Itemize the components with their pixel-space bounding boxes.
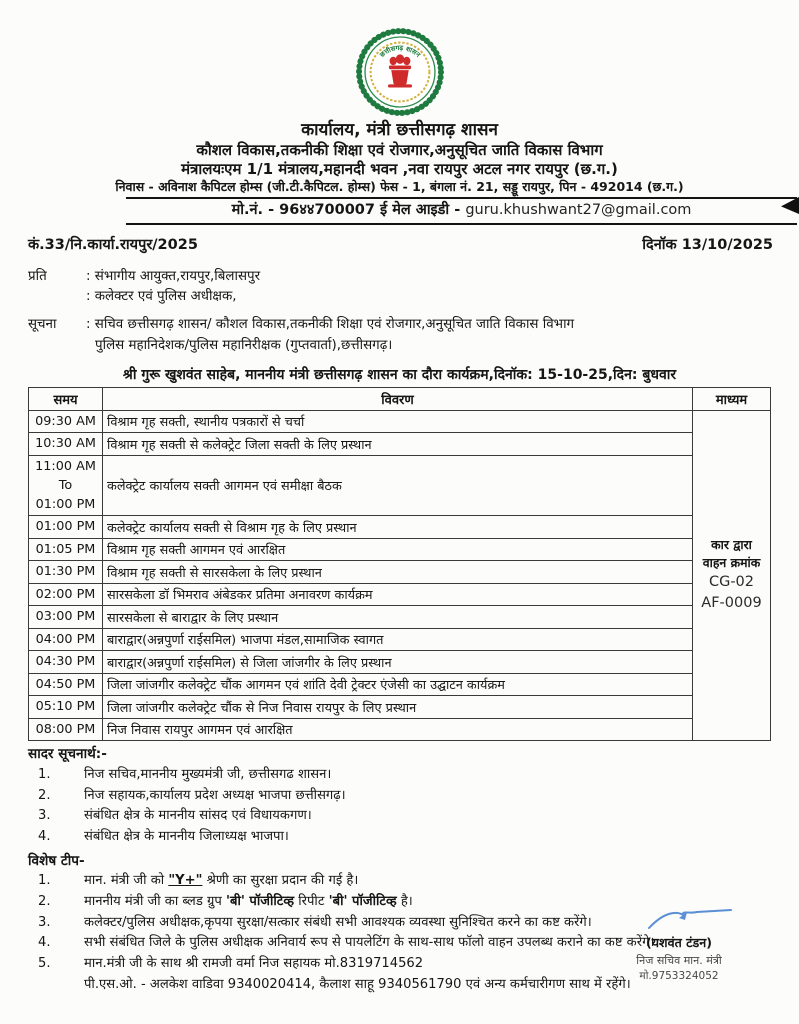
medium-line: वाहन क्रमांक [702,555,761,571]
medium-line: AF-0009 [701,595,762,612]
letterhead [0,0,799,225]
table-row [29,673,771,696]
note-number: 2. [38,893,51,909]
suchna-row [28,315,799,357]
note-text: माननीय मंत्री जी का ब्लड ग्रुप 'बी' पॉजीटिव्ह रिपीट 'बी' पॉजीटिव्ह है। [84,893,413,909]
note-text: मान. मंत्री जी को "Y+" श्रेणी का सुरक्षा प्रदान की गई है। [84,873,359,889]
table-row [29,410,771,433]
table-row [29,516,771,539]
time-cell: 01:05 PM [29,538,103,561]
vishesh-heading: विशेष टीप- [28,852,85,869]
schedule-body [29,410,771,741]
table-row [29,433,771,456]
medium-cell [693,410,771,741]
suchna-label: सूचना [28,317,57,333]
table-row [29,538,771,561]
time-cell: 04:30 PM [29,651,103,674]
note-text: निज सचिव,माननीय मुख्यमंत्री जी, छत्तीसगढ शासन। [84,766,332,782]
time-cell: 04:00 PM [29,628,103,651]
detail-cell: सारसकेला से बाराद्वार के लिए प्रस्थान [103,606,693,629]
time-cell: 02:00 PM [29,583,103,606]
column-header-medium: माध्यम [693,387,771,410]
detail-cell: बाराद्वार(अन्नपुर्णा राईसमिल) से जिला जांजगीर के लिए प्रस्थान [103,651,693,674]
signatory-name: (यशवंत टंडन) [645,935,713,950]
prati-line: : संभागीय आयुक्त,रायपुर,बिलासपुर [86,268,261,284]
signatory-title: निज सचिव मान. मंत्री [636,953,722,967]
note-number: 4. [38,828,51,844]
sadar-heading: सादर सूचनार्थ:- [28,746,107,763]
note-text: संबंधित क्षेत्र के माननीय जिलाध्यक्ष भाजपा। [84,828,289,844]
email-address: guru.khushwant27@gmail.com [465,202,692,219]
tour-schedule-table [28,387,771,742]
suchna-line: : सचिव छत्तीसगढ़ शासन/ कौशल विकास,तकनीकी शिक्षा एवं रोजगार,अनुसूचित जाति विकास विभाग [86,317,575,333]
emblem-wrap [0,26,799,118]
time-cell: 11:00 AM To 01:00 PM [29,455,103,516]
note-number: 4. [38,935,51,951]
signature-block [589,908,769,985]
detail-cell: कलेक्ट्रेट कार्यालय सक्ती से विश्राम गृह के लिए प्रस्थान [103,516,693,539]
detail-cell: विश्राम गृह सक्ती आगमन एवं आरक्षित [103,538,693,561]
suchna-line: पुलिस महानिदेशक/पुलिस महानिरीक्षक (गुप्तवार्ता),छत्तीसगढ़। [95,337,393,353]
detail-cell: विश्राम गृह सक्ती से कलेक्ट्रेट जिला सक्ती के लिए प्रस्थान [103,433,693,456]
sadar-section [28,745,799,847]
table-row [29,455,771,516]
prati-label: प्रति [28,268,47,284]
note-number: 1. [38,873,51,889]
time-cell: 03:00 PM [29,606,103,629]
note-text: कलेक्टर/पुलिस अधीक्षक,कृपया सुरक्षा/सत्कार संबंधी सभी आवश्यक व्यवस्था सुनिश्चित करने का कष्ट करेंगे। [84,914,592,930]
svg-text:छत्तीसगढ़ शासन: छत्तीसगढ़ शासन [377,43,422,59]
detail-cell: जिला जांजगीर कलेक्ट्रेट चौंक से निज निवास रायपुर के लिए प्रस्थान [103,696,693,719]
sadar-list [28,765,799,848]
note-text: मान.मंत्री जी के साथ श्री रामजी वर्मा निज सहायक मो.8319714562 [84,956,424,972]
note-text: संबंधित क्षेत्र के माननीय सांसद एवं विधायकगण। [84,808,312,824]
reference-row [28,234,773,254]
table-row [29,628,771,651]
detail-cell: विश्राम गृह सक्ती से सारसकेला के लिए प्रस्थान [103,561,693,584]
suchna-lines [86,315,799,357]
column-header-detail: विवरण [103,387,693,410]
note-item [28,806,799,827]
note-item [28,871,799,892]
note-item [28,827,799,848]
note-text: पी.एस.ओ. - अलकेश वाडिवा 9340020414, कैलाश साहू 9340561790 एवं अन्य कर्मचारीगण साथ में रहेंगे। [84,976,631,992]
table-row [29,696,771,719]
time-cell: 10:30 AM [29,433,103,456]
time-cell: 04:50 PM [29,673,103,696]
note-number: 3. [38,808,51,824]
time-cell: 08:00 PM [29,718,103,741]
table-row [29,583,771,606]
column-header-time: समय [29,387,103,410]
addressee-block [28,267,799,357]
table-header-row [29,387,771,410]
reference-number: कं.33/नि.कार्या.रायपुर/2025 [28,236,198,253]
prati-row [28,267,799,309]
residence-address-line: निवास - अविनाश कैपिटल होम्स (जी.टी.कैपिटल. होम्स) फेस - 1, बंगला नं. 21, सड्डू रायपुर, पिन - 492014 (छ.ग.) [115,178,684,194]
handwritten-signature-icon [589,908,769,934]
detail-cell: कलेक्ट्रेट कार्यालय सक्ती आगमन एवं समीक्षा बैठक [103,455,693,516]
department-line: कौशल विकास,तकनीकी शिक्षा एवं रोजगार,अनुसूचित जाति विकास विभाग [196,141,603,160]
time-cell: 09:30 AM [29,410,103,433]
table-row [29,718,771,741]
note-number: 2. [38,787,51,803]
prati-line: : कलेक्टर एवं पुलिस अधीक्षक, [86,289,237,305]
signatory-mobile: मो.9753324052 [639,970,719,983]
contact-bar [126,197,797,224]
medium-line: CG-02 [708,574,755,591]
tour-program-title: श्री गुरू खुशवंत साहेब, माननीय मंत्री छत्तीसगढ़ शासन का दौरा कार्यक्रम,दिनॉक: 15-10-25,दिन: बुधवार [122,366,677,383]
table-row [29,651,771,674]
table-row [29,606,771,629]
table-row [29,561,771,584]
time-cell: 05:10 PM [29,696,103,719]
office-title: कार्यालय, मंत्री छत्तीसगढ़ शासन [301,120,498,140]
chhattisgarh-government-emblem-icon [354,26,446,118]
detail-cell: सारसकेला डॉ भिमराव अंबेडकर प्रतिमा अनावरण कार्यक्रम [103,583,693,606]
ministry-address-line: मंत्रालयःएम 1/1 मंत्रालय,महानदी भवन ,नवा रायपुर अटल नगर रायपुर (छ.ग.) [181,160,618,178]
detail-cell: बाराद्वार(अन्नपुर्णा राईसमिल) भाजपा मंडल,सामाजिक स्वागत [103,628,693,651]
phone-label: मो.नं. - 96४४700007 ई मेल आइडी - [231,202,466,219]
time-cell: 01:00 PM [29,516,103,539]
note-item [28,765,799,786]
note-text: निज सहायक,कार्यालय प्रदेश अध्यक्ष भाजपा छत्तीसगढ़। [84,787,346,803]
note-item [28,786,799,807]
detail-cell: निज निवास रायपुर आगमन एवं आरक्षित [103,718,693,741]
detail-cell: विश्राम गृह सक्ती, स्थानीय पत्रकारों से चर्चा [103,410,693,433]
note-text: सभी संबंधित जिले के पुलिस अधीक्षक अनिवार्य रूप से पायलेटिंग के साथ-साथ फॉलो वाहन उपलब्ध कराने का कष्ट करेंगे। [84,935,655,951]
medium-line: कार द्वारा [711,537,752,553]
note-number: 5. [38,956,51,972]
note-number [28,975,84,996]
note-number: 3. [38,914,51,930]
time-cell: 01:30 PM [29,561,103,584]
prati-lines [86,267,799,309]
note-number: 1. [38,766,51,782]
detail-cell: जिला जांजगीर कलेक्ट्रेट चौंक आगमन एवं शांति देवी ट्रेक्टर एंजेसी का उद्घाटन कार्यक्रम [103,673,693,696]
letter-date: दिनॉक 13/10/2025 [642,236,773,253]
